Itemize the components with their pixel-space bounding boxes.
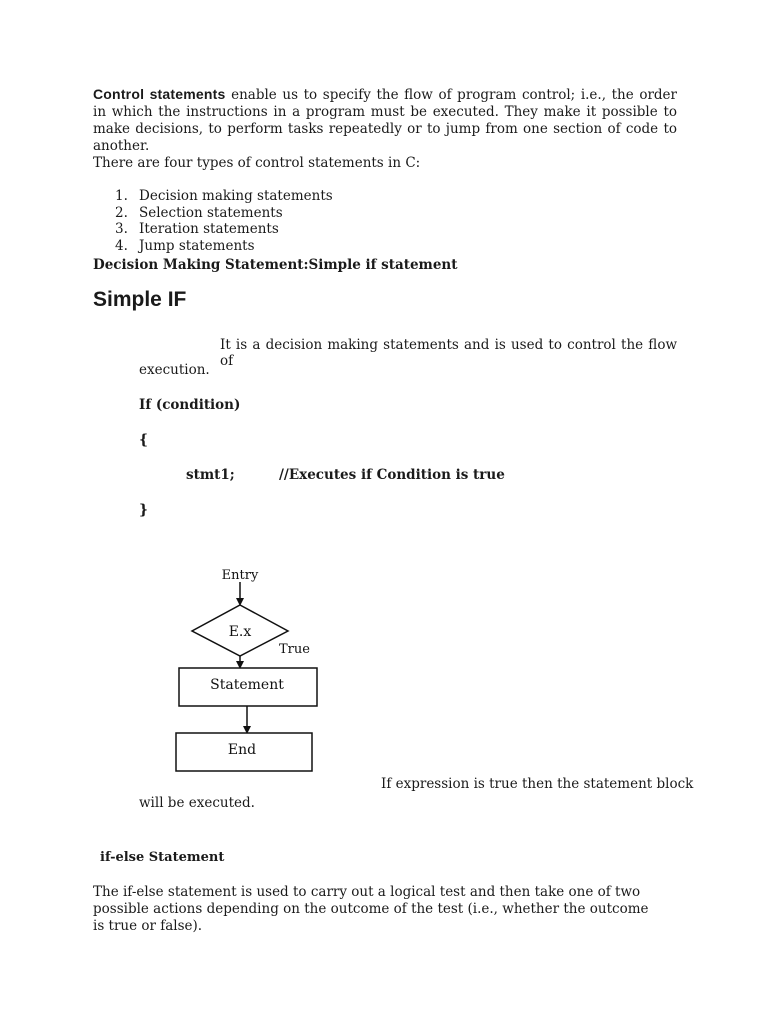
code-comment: //Executes if Condition is true bbox=[279, 467, 505, 483]
list-label: Decision making statements bbox=[139, 188, 333, 204]
code-close-brace: } bbox=[139, 502, 149, 518]
code-statement: stmt1; bbox=[186, 467, 235, 483]
flowchart-true-label: True bbox=[279, 642, 310, 657]
explanation-line2: will be executed. bbox=[139, 795, 255, 811]
list-label: Jump statements bbox=[139, 238, 255, 255]
if-else-heading: if-else Statement bbox=[100, 850, 225, 865]
list-item bbox=[115, 205, 333, 222]
list-item bbox=[115, 188, 333, 205]
list-number: 4. bbox=[115, 238, 128, 255]
list-number: 2. bbox=[115, 204, 128, 221]
code-open-brace: { bbox=[139, 432, 149, 448]
if-else-description: The if-else statement is used to carry out a logical test and then take one of two possible actions depending on the outcome of the test (i.e., whether the outcome is true or false). bbox=[93, 884, 649, 934]
explanation-line1: If expression is true then the statement block bbox=[381, 776, 694, 792]
simple-if-description-line1: It is a decision making statements and is used to control the flow of bbox=[220, 337, 677, 369]
list-item bbox=[115, 238, 333, 255]
types-intro: There are four types of control statements in C: bbox=[93, 155, 421, 171]
intro-lead-term: Control statements bbox=[93, 86, 226, 102]
code-if-line: If (condition) bbox=[139, 397, 241, 413]
simple-if-title: Simple IF bbox=[93, 288, 187, 311]
list-number: 3. bbox=[115, 221, 128, 238]
intro-text: enable us to specify the flow of program control; i.e., the order in which the instructions in a program must be executed. They make it possible to make decisions, to perform tasks repeatedly or to jump from one section of code to another. bbox=[93, 87, 677, 154]
simple-if-description-line2: execution. bbox=[139, 362, 210, 378]
decision-making-heading: Decision Making Statement:Simple if statement bbox=[93, 257, 458, 273]
list-number: 1. bbox=[115, 188, 128, 204]
flowchart-condition-label: E.x bbox=[228, 624, 252, 640]
list-label: Selection statements bbox=[139, 204, 283, 221]
flowchart-end-label: End bbox=[227, 742, 257, 758]
list-label: Iteration statements bbox=[139, 221, 279, 238]
intro-paragraph bbox=[93, 86, 677, 155]
flowchart-statement-label: Statement bbox=[210, 677, 284, 693]
control-types-list bbox=[115, 188, 333, 255]
list-item bbox=[115, 221, 333, 238]
simple-if-flowchart bbox=[170, 560, 330, 778]
flowchart-entry-label: Entry bbox=[221, 568, 259, 583]
